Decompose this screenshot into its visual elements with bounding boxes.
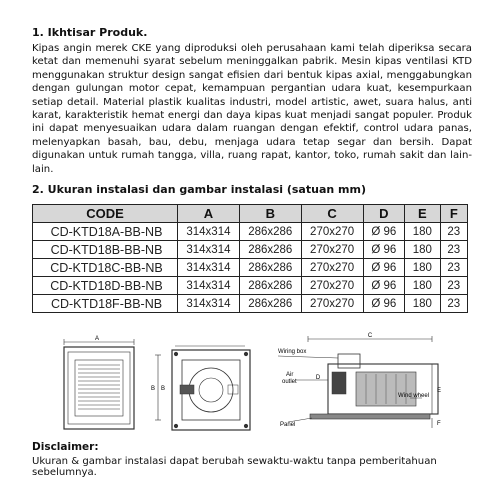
cell-d: Ø 96 (363, 259, 405, 277)
cell-c: 270x270 (301, 241, 363, 259)
cell-a: 314x314 (178, 295, 240, 313)
cell-d: Ø 96 (363, 277, 405, 295)
dim-label-e: E (437, 388, 442, 394)
cell-a: 314x314 (178, 241, 240, 259)
cell-b: 286x286 (239, 223, 301, 241)
spec-table (32, 204, 468, 313)
cell-a: 314x314 (178, 223, 240, 241)
cell-code: CD-KTD18D-BB-NB (33, 277, 178, 295)
cell-a: 314x314 (178, 277, 240, 295)
header-d: D (363, 205, 405, 223)
dim-label-c: C (367, 333, 373, 339)
dim-label-d: D (315, 375, 321, 381)
cell-e: 180 (405, 295, 440, 313)
header-b: B (239, 205, 301, 223)
table-row (33, 223, 468, 241)
header-a: A (178, 205, 240, 223)
rear-view-housing (155, 346, 250, 430)
front-view-grille (64, 339, 134, 429)
cell-b: 286x286 (239, 241, 301, 259)
cell-d: Ø 96 (363, 241, 405, 259)
cell-e: 180 (405, 259, 440, 277)
wind-wheel-label: Wind wheel (398, 393, 430, 399)
air-outlet-label-1: Air (286, 372, 294, 378)
installation-drawing (0, 330, 500, 438)
cell-e: 180 (405, 277, 440, 295)
cell-c: 270x270 (301, 259, 363, 277)
cell-b: 286x286 (239, 259, 301, 277)
disclaimer-text: Ukuran & gambar instalasi dapat berubah sewaktu-waktu tanpa pemberitahuan sebelumnya. (32, 456, 437, 478)
cell-e: 180 (405, 241, 440, 259)
table-row (33, 277, 468, 295)
cell-code: CD-KTD18A-BB-NB (33, 223, 178, 241)
disclaimer-heading: Disclaimer: (32, 441, 99, 453)
dim-label-f: F (437, 421, 441, 427)
table-row (33, 295, 468, 313)
dim-label-a: A (94, 336, 100, 342)
table-row (33, 259, 468, 277)
cell-c: 270x270 (301, 277, 363, 295)
header-c: C (301, 205, 363, 223)
cell-code: CD-KTD18B-BB-NB (33, 241, 178, 259)
cell-b: 286x286 (239, 295, 301, 313)
wiring-box-label: Wiring box (278, 349, 307, 355)
table-header-row (33, 205, 468, 223)
dim-label-b: B (150, 386, 156, 392)
cell-a: 314x314 (178, 259, 240, 277)
header-code: CODE (33, 205, 178, 223)
air-outlet-label-2: outlet (282, 379, 297, 385)
cell-c: 270x270 (301, 295, 363, 313)
section-1-heading: 1. Ikhtisar Produk. (32, 26, 148, 39)
cell-f: 23 (440, 259, 467, 277)
cell-d: Ø 96 (363, 295, 405, 313)
cell-e: 180 (405, 223, 440, 241)
cell-c: 270x270 (301, 223, 363, 241)
header-e: E (405, 205, 440, 223)
cell-code: CD-KTD18C-BB-NB (33, 259, 178, 277)
panel-label: Panel (280, 422, 296, 428)
product-overview-paragraph: Kipas angin merek CKE yang diproduksi oleh perusahaan kami telah diperiksa secara ketat dan memenuhi syarat sebelum meninggalkan pabrik. Mesin kipas ventilasi KTD menggunakan struktur design sangat efisien dari bentuk kipas axial, menggabungkan dengan gulungan motor cepat, kemampuan pergantian udara kuat, kesempurkaan setiap detail. Material plastik kualitas industri, model artistic, awet, suara halus, anti karat, karakteristik hemat energi dan daya kipas kuat menjadi sangat populer. Produk ini dapat menyesuaikan udara dalam ruangan dengan efektif, control udara panas, melenyapkan basah, bau, debu, menjaga udara tetap segar dan bersih. Dapat digunakan untuk rumah tangga, villa, ruang rapat, kantor, toko, rumah sakit dan lain-lain. (32, 43, 472, 175)
cell-f: 23 (440, 241, 467, 259)
table-row (33, 241, 468, 259)
section-2-heading: 2. Ukuran instalasi dan gambar instalasi (satuan mm) (32, 183, 366, 196)
cell-d: Ø 96 (363, 223, 405, 241)
cell-f: 23 (440, 277, 467, 295)
cell-f: 23 (440, 295, 467, 313)
cell-code: CD-KTD18F-BB-NB (33, 295, 178, 313)
header-f: F (440, 205, 467, 223)
cell-f: 23 (440, 223, 467, 241)
dim-label-b-inner: B (160, 386, 166, 392)
cell-b: 286x286 (239, 277, 301, 295)
